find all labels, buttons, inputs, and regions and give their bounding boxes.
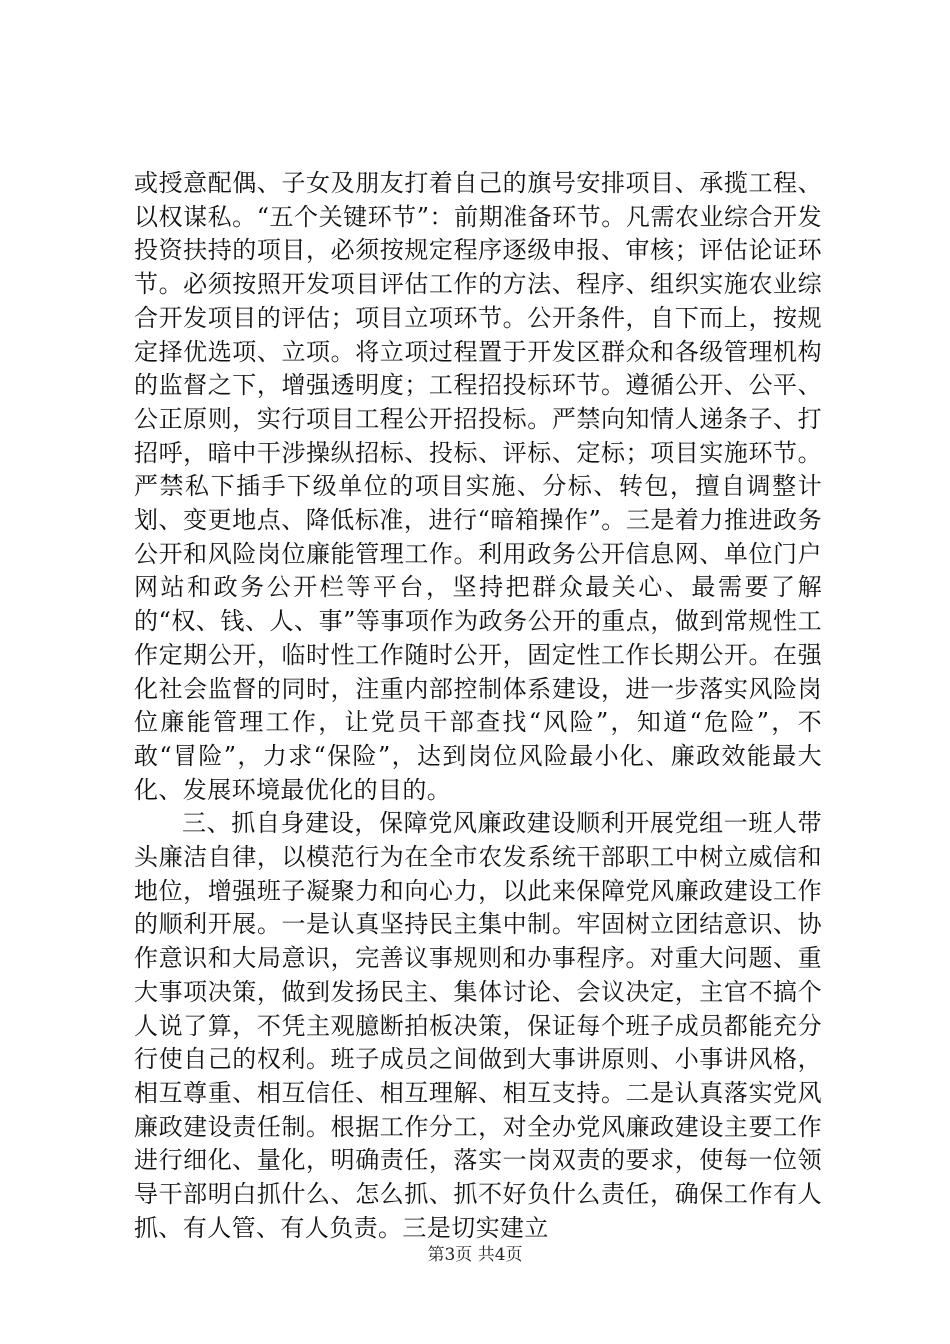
paragraph-2: 三、抓自身建设，保障党风廉政建设顺利开展党组一班人带头廉洁自律，以模范行为在全市农发系统干部职工中树立威信和地位，增强班子凝聚力和向心力，以此来保障党风廉政建设工作的顺利开展。一是认真坚持民主集中制。牢固树立团结意识、协作意识和大局意识，完善议事规则和办事程序。对重大问题、重大事项决策，做到发扬民主、集体讨论、会议决定，主官不搞个人说了算，不凭主观臆断拍板决策，保证每个班子成员都能充分行使自己的权利。班子成员之间做到大事讲原则、小事讲风格，相互尊重、相互信任、相互理解、相互支持。二是认真落实党风廉政建设责任制。根据工作分工，对全办党风廉政建设主要工作进行细化、量化，明确责任，落实一岗双责的要求，使每一位领导干部明白抓什么、怎么抓、抓不好负什么责任，确保工作有人抓、有人管、有人负责。三是切实建立 — [134, 809, 822, 1242]
document-body — [134, 167, 822, 1246]
page-footer: 第3页 共4页 — [427, 1245, 523, 1265]
paragraph-1: 或授意配偶、子女及朋友打着自己的旗号安排项目、承揽工程、以权谋私。“五个关键环节”：前期准备环节。凡需农业综合开发投资扶持的项目，必须按规定程序逐级申报、审核；评估论证环节。必须按照开发项目评估工作的方法、程序、组织实施农业综合开发项目的评估；项目立项环节。公开条件，自下而上，按规定择优选项、立项。将立项过程置于开发区群众和各级管理机构的监督之下，增强透明度；工程招投标环节。遵循公开、公平、公正原则，实行项目工程公开招投标。严禁向知情人递条子、打招呼，暗中干涉操纵招标、投标、评标、定标；项目实施环节。严禁私下插手下级单位的项目实施、分标、转包，擅自调整计划、变更地点、降低标准，进行“暗箱操作”。三是着力推进政务公开和风险岗位廉能管理工作。利用政务公开信息网、单位门户网站和政务公开栏等平台，坚持把群众最关心、最需要了解的“权、钱、人、事”等事项作为政务公开的重点，做到常规性工作定期公开，临时性工作随时公开，固定性工作长期公开。在强化社会监督的同时，注重内部控制体系建设，进一步落实风险岗位廉能管理工作，让党员干部查找“风险”，知道“危险”，不敢“冒险”，力求“保险”，达到岗位风险最小化、廉政效能最大化、发展环境最优化的目的。 — [134, 169, 822, 804]
